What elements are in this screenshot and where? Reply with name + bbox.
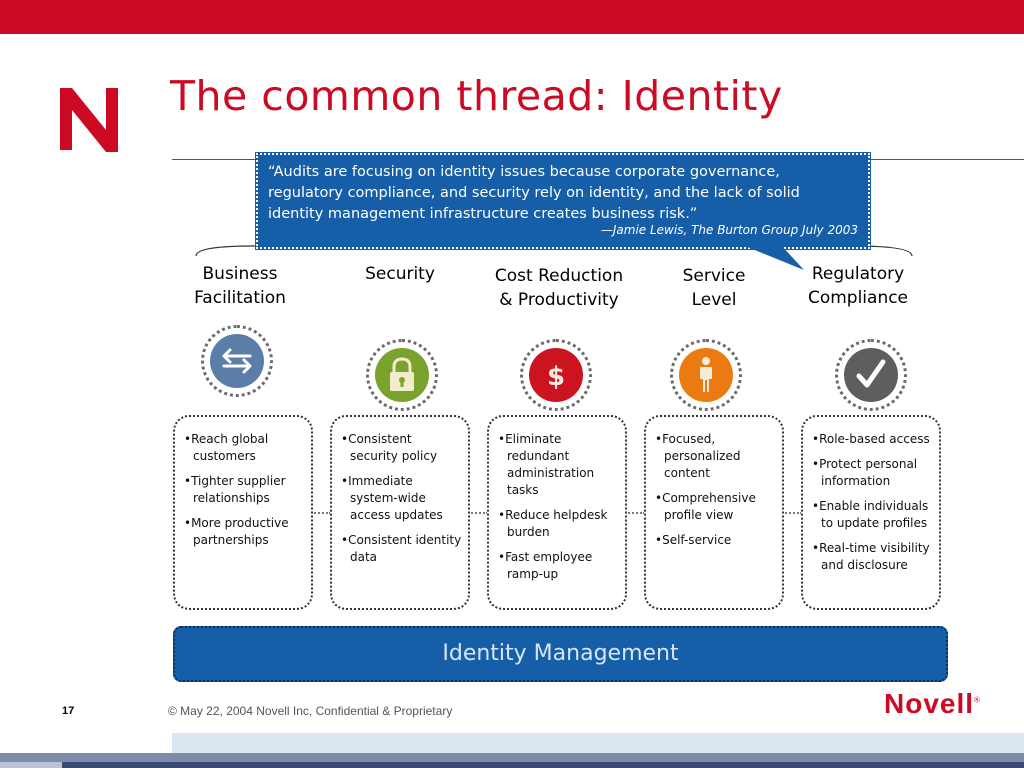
list-item: •Comprehensive profile view xyxy=(655,491,756,522)
footer-band-light xyxy=(172,733,1024,753)
dollar-icon xyxy=(520,339,592,411)
list-item: •Eliminate redundant administration tasks xyxy=(498,432,595,497)
footer-band-accent xyxy=(0,762,62,768)
category-title-security: Security xyxy=(365,264,435,284)
novell-logo: Novell® xyxy=(884,688,981,719)
quote-text: “Audits are focusing on identity issues because corporate governance, regulatory compliance, and security rely on identity, and the lack of solid identity management infrastructure creates business risk.” xyxy=(268,164,800,222)
page-number: 17 xyxy=(62,705,75,717)
top-red-bar xyxy=(0,0,1024,34)
benefits-box-security xyxy=(330,415,470,610)
list-item: •More productive partnerships xyxy=(184,516,289,547)
box-connector xyxy=(311,512,331,514)
footer-band-dark xyxy=(0,762,1024,768)
padlock-icon xyxy=(366,339,438,411)
list-item: •Immediate system-wide access updates xyxy=(341,474,443,522)
list-item: •Real-time visibility and disclosure xyxy=(812,541,930,572)
arrows-exchange-icon xyxy=(201,325,273,397)
benefits-box-regulatory xyxy=(801,415,941,610)
list-item: •Consistent security policy xyxy=(341,432,438,463)
box-connector xyxy=(625,512,645,514)
identity-management-foundation: Identity Management xyxy=(173,626,948,682)
quote-callout xyxy=(256,153,870,249)
quote-attribution: —Jamie Lewis, The Burton Group July 2003 xyxy=(600,223,858,237)
box-connector xyxy=(782,512,802,514)
list-item: •Self-service xyxy=(655,533,732,547)
list-item: •Reach global customers xyxy=(184,432,269,463)
list-item: •Focused, personalized content xyxy=(655,432,741,480)
list-item: •Role-based access xyxy=(812,432,930,446)
list-item: •Protect personal information xyxy=(812,457,918,488)
category-title-regulatory: Regulatory Compliance xyxy=(807,264,909,308)
list-item: •Enable individuals to update profiles xyxy=(812,499,929,530)
list-item: •Fast employee ramp-up xyxy=(498,550,593,581)
list-item: •Tighter supplier relationships xyxy=(184,474,286,505)
svg-text:$: $ xyxy=(546,362,566,392)
category-title-business: Business Facilitation xyxy=(194,264,286,308)
novell-n-logo xyxy=(60,86,118,152)
list-item: •Reduce helpdesk burden xyxy=(498,508,608,539)
box-connector xyxy=(468,512,488,514)
benefits-box-service xyxy=(644,415,784,610)
category-title-service: Service Level xyxy=(682,266,746,310)
benefits-box-business xyxy=(173,415,313,610)
benefits-box-cost xyxy=(487,415,627,610)
copyright-notice: © May 22, 2004 Novell Inc, Confidential & Proprietary xyxy=(168,704,453,718)
footer-band-mid xyxy=(0,753,1024,762)
checkmark-icon xyxy=(835,339,907,411)
list-item: •Consistent identity data xyxy=(341,533,462,564)
person-icon xyxy=(670,339,742,411)
category-title-cost: Cost Reduction & Productivity xyxy=(494,266,624,310)
slide-title: The common thread: Identity xyxy=(170,72,783,120)
